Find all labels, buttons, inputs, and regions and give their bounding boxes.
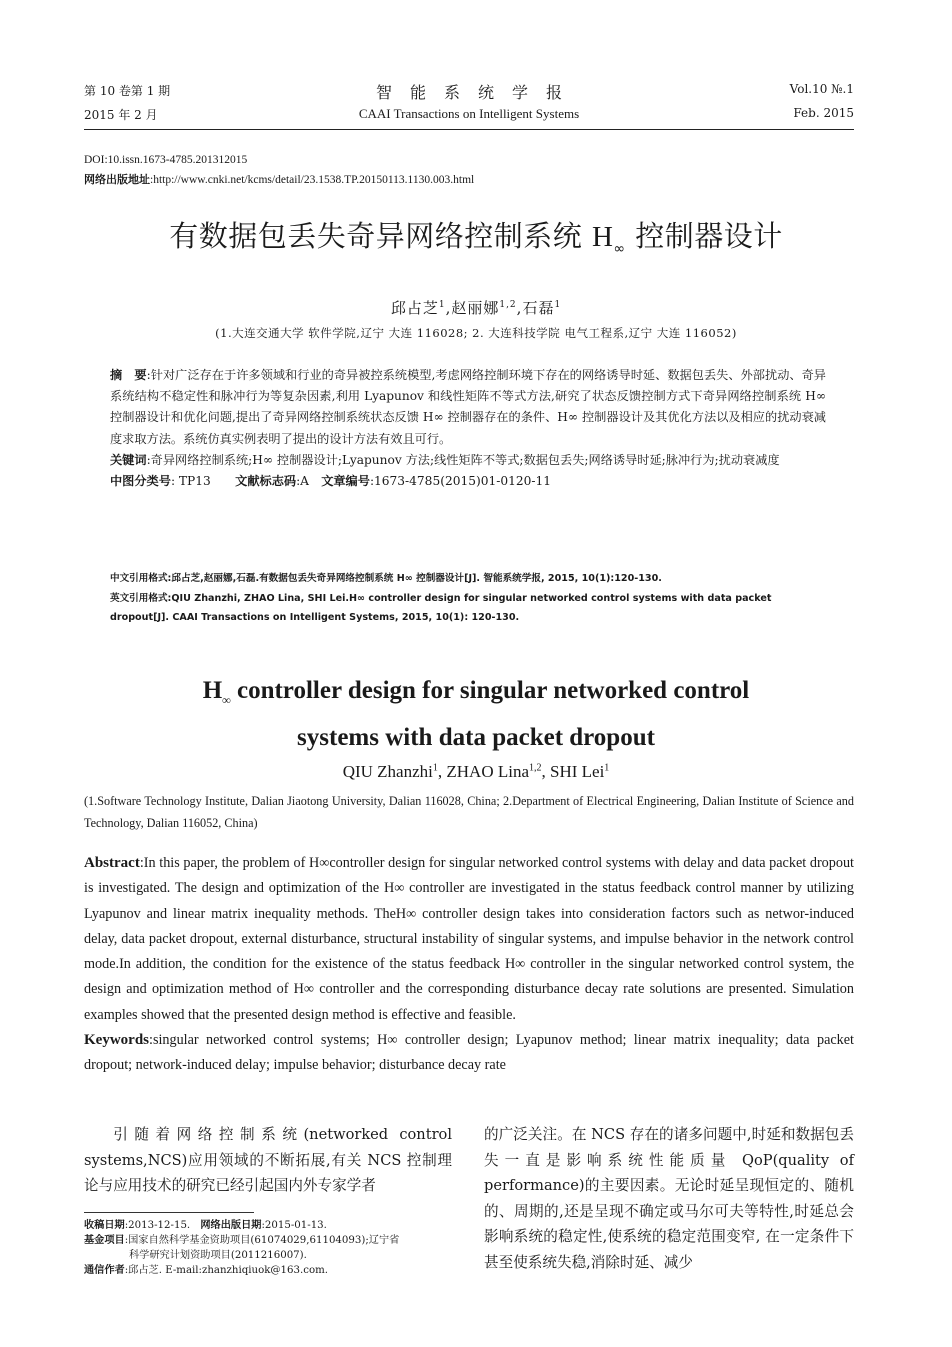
online-label: 网络出版地址 (84, 173, 150, 186)
footnotes (84, 1218, 464, 1278)
authors-en: QIU Zhanzhi$^1$, ZHAO Lina$^{1,2}$, SHI Lei$^1$ (342, 762, 610, 781)
volume-issue-cn: 第 10 卷第 1 期 (84, 84, 171, 98)
title-en: $H_\infty$ controller design for singular networked control systems with data packet dropout (202, 677, 750, 751)
funding-footnote-cont: 科学研究计划资助项目(2011216007). (129, 1250, 307, 1261)
funding-footnote: 基金项目:国家自然科学基金资助项目(61074029,61104093);辽宁省 (84, 1235, 400, 1246)
abstract-cn-text: 摘 要:针对广泛存在于许多领域和行业的奇异被控系统模型,考虑网络控制环境下存在的网络诱导时延、数据包丢失、外部扰动、奇异系统结构不稳定性和脉冲行为等复杂因素,利用 Lyapunov 和线性矩阵不等式方法,研究了状态反馈控制方式下奇异网络控制系统 H∞ 控制器设计和优化问题,提出了奇异网络控制系统状态反馈 H∞ 控制器存在的条件、H∞ 控制器设计及其优化方法以及相应的扰动衰减度求取方法。系统仿真实例表明了提出的设计方法有效且可行。 (110, 368, 826, 446)
footnote-rule (84, 1212, 254, 1213)
doi-line: DOI:10.issn.1673-4785.201312015 (84, 154, 248, 166)
date-cn: 2015 年 2 月 (84, 108, 158, 122)
dates-footnote: 收稿日期:2013-12-15. 网络出版日期:2015-01-13. (84, 1220, 327, 1231)
body-column-right (484, 1122, 854, 1275)
title-cn: 有数据包丢失奇异网络控制系统 $H_\infty$ 控制器设计 (169, 219, 783, 257)
authors-cn: 邱占芝$^1$,赵丽娜$^{1,2}$,石磊$^1$ (390, 299, 562, 317)
abstract-cn (110, 365, 826, 492)
header-rule (84, 129, 854, 130)
online-address (84, 170, 474, 190)
abstract-en-text: Abstract:In this paper, the problem of H∞controller design for singular networked control systems with delay and data packet dropout is investigated. The design and optimization of the H∞ controller are investigated in the status feedback control manner by utilizing Lyapunov and linear matrix inequality methods. TheH∞ controller design takes into consideration factors such as networ-induced delay, data packet dropout, external disturbance, structural instability of singular systems, and impulse behavior in the network control mode.In addition, the condition for the existence of the status feedback H∞ controller in the singular networked control system, the design and optimization method of H∞ controller and the corresponding disturbance decay rate solutions are presented. Simulation examples showed that the presented design method is effective and feasible. (84, 855, 854, 1023)
citation-en: 英文引用格式:QIU Zhanzhi, ZHAO Lina, SHI Lei.H∞ controller design for singular networked control systems with data packet dropout[J]. CAAI Transactions on Intelligent Systems, 2015, 10(1): 120-130. (110, 592, 772, 623)
keywords-en: Keywords:singular networked control systems; H∞ controller design; Lyapunov method; linear matrix inequality; data packet dropout; network-induced delay; impulse behavior; disturbance decay rate (84, 1032, 854, 1074)
citation-block (110, 569, 826, 628)
classification-cn: 中图分类号: TP13 文献标志码:A 文章编号:1673-4785(2015)01-0120-11 (110, 474, 551, 489)
affiliation-en: (1.Software Technology Institute, Dalian Jiaotong University, Dalian 116028, China; 2.Department of Electrical Engineering, Dalian Institute of Science and Technology, Dalian 116052, China) (84, 794, 854, 830)
journal-name-en: CAAI Transactions on Intelligent Systems (358, 106, 580, 121)
online-url: :http://www.cnki.net/kcms/detail/23.1538.TP.20150113.1130.003.html (150, 174, 475, 186)
keywords-cn: 关键词:奇异网络控制系统;H∞ 控制器设计;Lyapunov 方法;线性矩阵不等式;数据包丢失;网络诱导时延;脉冲行为;扰动衰减度 (110, 452, 780, 467)
affiliation-cn: (1.大连交通大学 软件学院,辽宁 大连 116028; 2. 大连科技学院 电气工程系,辽宁 大连 116052) (215, 326, 737, 340)
intro-paragraph-right: 的广泛关注。在 NCS 存在的诸多问题中,时延和数据包丢失一直是影响系统性能质量 QoP(quality of performance)的主要因素。无论时延呈现恒定的、随机的、周期的,还是呈现不确定或马尔可夫等特性,时延总会影响系统的稳定性,使系统的稳定范围变窄, 在一定条件下甚至使系统失稳,消除时延、减少 (484, 1126, 854, 1271)
running-header (84, 82, 854, 130)
intro-paragraph-left: 引随着网络控制系统(networked control systems,NCS)应用领域的不断拓展,有关 NCS 控制理论与应用技术的研究已经引起国内外专家学者 (84, 1126, 452, 1194)
journal-name-cn: 智能系统学报 (375, 83, 580, 102)
correspondence-footnote: 通信作者:邱占芝. E-mail:zhanzhiqiuok@163.com. (84, 1265, 328, 1276)
date-en: Feb. 2015 (793, 106, 854, 120)
volume-issue-en: Vol.10 №.1 (789, 82, 854, 96)
abstract-en (84, 851, 854, 1079)
doi-block (84, 150, 474, 190)
citation-cn: 中文引用格式:邱占芝,赵丽娜,石磊.有数据包丢失奇异网络控制系统 H∞ 控制器设计[J]. 智能系统学报, 2015, 10(1):120-130. (110, 573, 662, 584)
body-column-left (84, 1122, 452, 1199)
